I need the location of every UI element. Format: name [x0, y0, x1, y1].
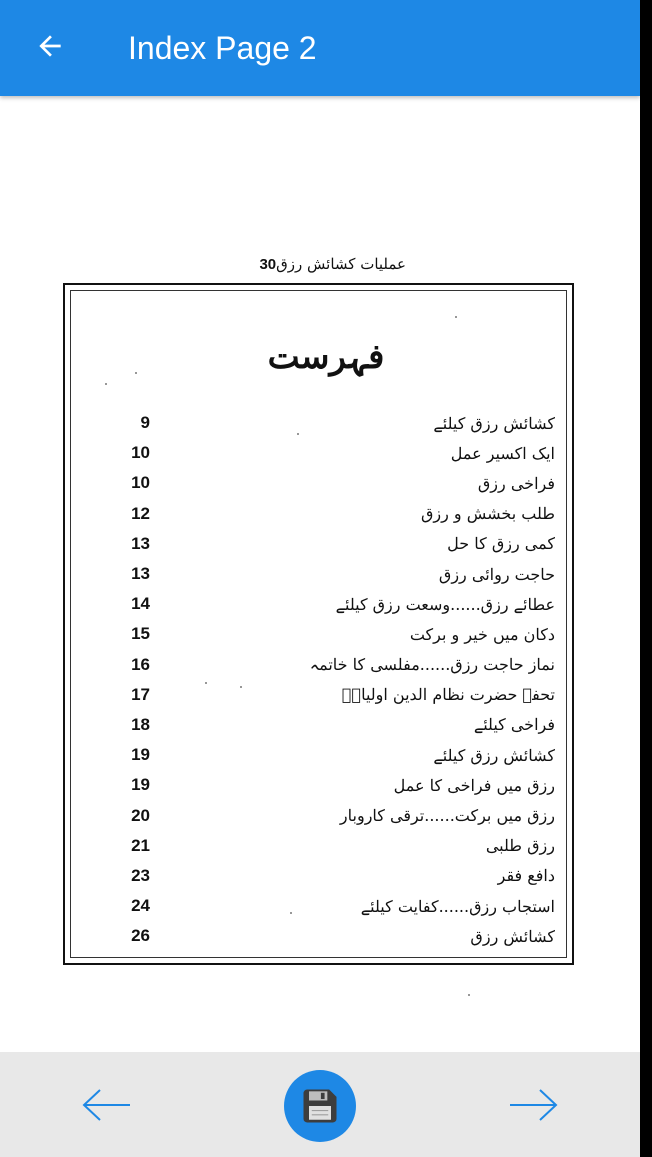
index-page-number: 13: [131, 564, 150, 584]
index-page-number: 26: [131, 926, 150, 946]
back-button[interactable]: [28, 24, 72, 68]
index-page-number: 23: [131, 865, 150, 885]
index-row: [100, 589, 555, 619]
index-entry-text: رزق میں برکت......ترقی کاروبار: [339, 806, 555, 826]
index-row: [100, 559, 555, 589]
arrow-left-icon: [34, 30, 66, 62]
document-running-header: [236, 255, 406, 273]
index-row: [100, 831, 555, 861]
index-entry-text: کشائش رزق کیلئے: [433, 745, 555, 765]
index-row: [100, 861, 555, 891]
index-entry-text: رزق میں فراخی کا عمل: [393, 775, 555, 795]
floppy-disk-icon: [298, 1084, 342, 1128]
index-page-number: 12: [131, 503, 150, 523]
scan-speck: [455, 316, 457, 318]
screen-edge: [640, 0, 652, 1157]
index-entry-text: فراخی رزق: [477, 473, 555, 493]
index-list: [100, 408, 555, 951]
index-row: [100, 770, 555, 800]
index-entry-text: دکان میں خیر و برکت: [409, 624, 555, 644]
index-page-number: 10: [131, 443, 150, 463]
index-entry-text: عطائے رزق......وسعت رزق کیلئے: [335, 594, 555, 614]
index-entry-text: دافع فقر: [497, 866, 555, 886]
index-entry-text: رزق طلبی: [485, 836, 555, 856]
index-page-number: 19: [131, 775, 150, 795]
index-row: [100, 740, 555, 770]
index-entry-text: تحفہ حضرت نظام الدین اولیاءؒ: [341, 685, 555, 705]
index-page-number: 9: [140, 413, 150, 433]
index-page-number: 18: [131, 714, 150, 734]
scan-speck: [468, 994, 470, 996]
index-page-number: 16: [131, 654, 150, 674]
index-entry-text: کشائش رزق کیلئے: [433, 413, 555, 433]
header-page-number: 30: [259, 256, 277, 273]
index-entry-text: کمی رزق کا حل: [447, 534, 555, 554]
app-bar: [0, 0, 640, 96]
index-page-number: 14: [131, 594, 150, 614]
index-row: [100, 529, 555, 559]
index-entry-text: نماز حاجت رزق......مفلسی کا خاتمہ: [309, 655, 555, 675]
index-entry-text: کشائش رزق: [470, 926, 555, 946]
index-entry-text: حاجت روائی رزق: [438, 564, 555, 584]
scan-speck: [105, 383, 107, 385]
index-row: [100, 800, 555, 830]
page-title: Index Page 2: [128, 30, 317, 66]
index-row: [100, 468, 555, 498]
document-title: فہرست: [267, 337, 385, 377]
index-page-number: 17: [131, 684, 150, 704]
index-row: [100, 921, 555, 951]
index-entry-text: استجاب رزق......کفایت کیلئے: [360, 896, 555, 916]
index-page-number: 15: [131, 624, 150, 644]
index-entry-text: طلب بخشش و رزق: [420, 504, 555, 524]
index-page-number: 20: [131, 805, 150, 825]
index-row: [100, 710, 555, 740]
index-page-number: 13: [131, 533, 150, 553]
index-row: [100, 680, 555, 710]
index-page-number: 10: [131, 473, 150, 493]
index-row: [100, 650, 555, 680]
index-page-number: 19: [131, 745, 150, 765]
index-row: [100, 438, 555, 468]
scan-speck: [240, 686, 242, 688]
index-entry-text: ایک اکسیر عمل: [450, 443, 555, 463]
scan-speck: [290, 912, 292, 914]
scan-speck: [135, 372, 137, 374]
index-row: [100, 499, 555, 529]
previous-page-button[interactable]: [80, 1085, 134, 1125]
arrow-right-icon: [506, 1085, 560, 1125]
header-text: عملیات کشائش رزق: [276, 255, 406, 273]
save-button[interactable]: [284, 1070, 356, 1142]
index-row: [100, 408, 555, 438]
index-row: [100, 619, 555, 649]
scan-speck: [205, 682, 207, 684]
index-row: [100, 891, 555, 921]
next-page-button[interactable]: [506, 1085, 560, 1125]
index-entry-text: فراخی کیلئے: [473, 715, 555, 735]
scan-speck: [297, 433, 299, 435]
index-page-number: 24: [131, 896, 150, 916]
index-page-number: 21: [131, 835, 150, 855]
arrow-left-icon: [80, 1085, 134, 1125]
